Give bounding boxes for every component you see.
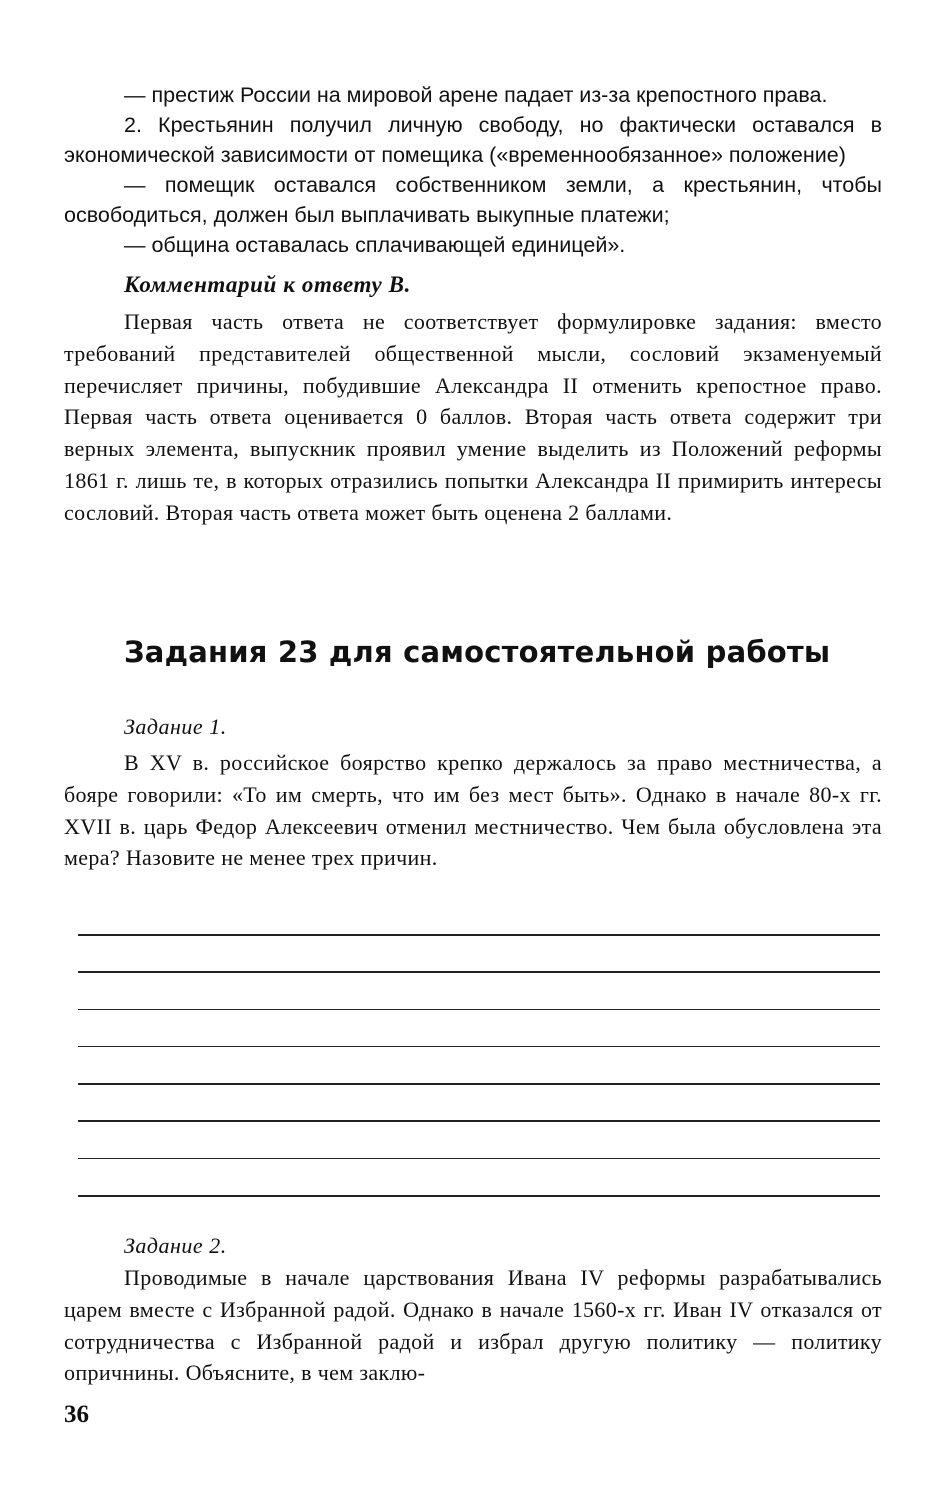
answer-line-community: — община оставалась сплачивающей единицей».	[124, 233, 626, 257]
comment-paragraph: Первая часть ответа не соответствует формулировке задания: вместо требований представителей общественной мысли, сословий экзаменуемый перечисляет причины, побудившие Александра II отменить крепостное право. Первая часть ответа оценивается 0 баллов. Вторая часть ответа содержит три верных элемента, выпускник проявил умение выделить из Положений реформы 1861 г. лишь те, в которых отразились попытки Александра II примирить интересы сословий. Вторая часть ответа может быть оценена 2 баллами.	[64, 309, 882, 525]
page-number: 36	[64, 1401, 89, 1428]
answer-line[interactable]	[78, 1046, 880, 1048]
task-1-text: В XV в. российское боярство крепко держалось за право местничества, а бояре говорили: «То им смерть, что им без мест быть». Однако в начале 80-х гг. XVII в. царь Федор Алексеевич отменил местничество. Чем была обусловлена эта мера? Назовите не менее трех причин.	[64, 750, 882, 871]
task-2-text: Проводимые в начале царствования Ивана IV реформы разрабатывались царем вместе с Избранной радой. Однако в начале 1560-х гг. Иван IV отказался от сотрудничества с Избранной радой и избрал другую политику — политику опричнины. Объясните, в чем заклю-	[64, 1265, 882, 1386]
answer-line[interactable]	[78, 934, 880, 936]
comment-body	[64, 306, 882, 529]
answer-line-prestige: — престиж России на мировой арене падает из-за крепостного права.	[124, 83, 828, 107]
answer-line[interactable]	[78, 971, 880, 973]
task-1-label: Задание 1.	[124, 714, 227, 739]
answer-point-2: 2. Крестьянин получил личную свободу, но фактически оставался в экономической зависимости от помещика («временнообязанное» положение)	[64, 113, 882, 167]
task-2-label: Задание 2.	[124, 1233, 227, 1258]
answer-text-continuation	[64, 80, 882, 260]
answer-lines	[78, 934, 880, 1232]
answer-line[interactable]	[78, 1195, 880, 1197]
comment-heading: Комментарий к ответу В.	[124, 272, 411, 297]
answer-line[interactable]	[78, 1083, 880, 1085]
answer-line[interactable]	[78, 1009, 880, 1011]
section-title: Задания 23 для самостоятельной работы	[124, 635, 831, 669]
answer-line-landowner: — помещик оставался собственником земли, а крестьянин, чтобы освободиться, должен был выплачивать выкупные платежи;	[64, 173, 882, 227]
task-2-body	[64, 1262, 882, 1389]
answer-line[interactable]	[78, 1158, 880, 1160]
answer-line[interactable]	[78, 1120, 880, 1122]
task-1-body	[64, 747, 882, 874]
